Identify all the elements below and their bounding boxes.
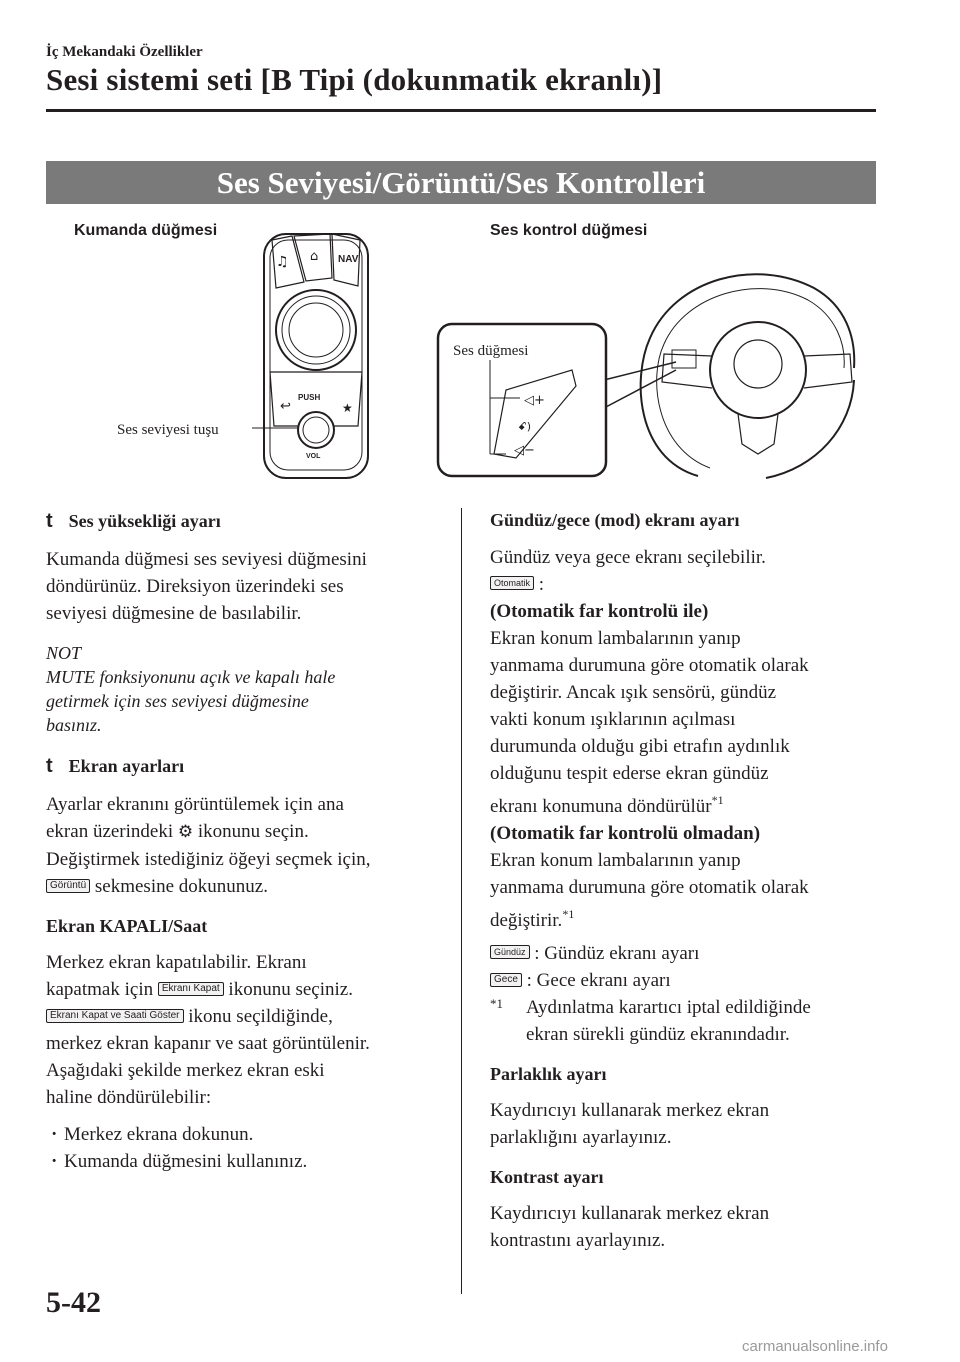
- screen-off-paragraph: [46, 949, 446, 1175]
- audio-control-label: Ses kontrol düğmesi: [490, 222, 648, 239]
- text-line: Gündüz veya gece ekranı seçilebilir.: [490, 547, 766, 568]
- section-banner: Ses Seviyesi/Görüntü/Ses Kontrolleri: [46, 161, 876, 204]
- text-span: :: [538, 574, 545, 595]
- goruntu-tab-button[interactable]: Görüntü: [46, 879, 90, 893]
- text-span: sekmesine dokununuz.: [94, 876, 268, 897]
- favorite-icon: ★: [342, 401, 353, 415]
- footer-watermark: carmanualsonline.info: [742, 1338, 888, 1355]
- text-span: ekran üzerindeki: [46, 821, 174, 842]
- text-line: [490, 940, 880, 967]
- text-line: Ekran konum lambalarının yanıp: [490, 628, 741, 649]
- night-mode-button[interactable]: Gece: [490, 973, 522, 987]
- screen-off-heading: Ekran KAPALI/Saat: [46, 916, 208, 936]
- left-column: [46, 510, 446, 1175]
- text-line: [490, 967, 880, 994]
- text-line: merkez ekran kapanır ve saat görüntülenir.: [46, 1033, 370, 1054]
- volume-heading-row: [46, 510, 446, 533]
- text-span: kapatmak için: [46, 979, 154, 1000]
- text-line: Kaydırıcıyı kullanarak merkez ekran: [490, 1100, 770, 1121]
- text-span: ekranı konumuna döndürülür: [490, 796, 712, 817]
- text-line: vakti konum ışıklarının açılması: [490, 709, 736, 730]
- breadcrumb: İç Mekandaki Özellikler: [46, 44, 203, 60]
- bullet-marker: t: [46, 755, 53, 777]
- day-mode-button[interactable]: Gündüz: [490, 945, 530, 959]
- text-line: Ekran konum lambalarının yanıp: [490, 850, 741, 871]
- footnote-ref: *1: [711, 793, 724, 807]
- text-line: seviyesi düğmesine de basılabilir.: [46, 603, 302, 624]
- text-line: parlaklığını ayarlayınız.: [490, 1127, 672, 1148]
- display-paragraph: [46, 791, 446, 900]
- push-label: PUSH: [298, 393, 321, 402]
- voice-icon: ꗃ): [518, 420, 532, 433]
- text-line: durumunda olduğu gibi etrafın aydınlık: [490, 736, 790, 757]
- vol-label: VOL: [306, 453, 321, 460]
- subheading: (Otomatik far kontrolü olmadan): [490, 823, 761, 844]
- text-line: yanmama durumuna göre otomatik olarak: [490, 655, 809, 676]
- auto-mode-button[interactable]: Otomatik: [490, 576, 534, 590]
- text-line: [490, 901, 880, 934]
- screen-off-clock-button[interactable]: Ekranı Kapat ve Saati Göster: [46, 1009, 184, 1023]
- text-line: döndürünüz. Direksiyon üzerindeki ses: [46, 576, 344, 597]
- list-item: · Merkez ekrana dokunun.: [46, 1121, 446, 1148]
- volume-down-icon: ◁−: [514, 443, 535, 458]
- volume-heading: Ses yüksekliği ayarı: [68, 511, 221, 531]
- page-number: 5-42: [46, 1286, 101, 1319]
- right-column: [490, 510, 880, 1254]
- text-span: ikonu seçildiğinde,: [188, 1006, 333, 1027]
- subheading: (Otomatik far kontrolü ile): [490, 601, 709, 622]
- list-item: · Kumanda düğmesini kullanınız.: [46, 1148, 446, 1175]
- back-icon: ↩: [280, 399, 291, 414]
- volume-switch-label: Ses düğmesi: [453, 343, 529, 359]
- text-span: : Gündüz ekranı ayarı: [534, 943, 700, 964]
- text-line: kontrastını ayarlayınız.: [490, 1230, 666, 1251]
- commander-knob-illustration: [248, 226, 378, 482]
- text-line: Merkez ekran kapatılabilir. Ekranı: [46, 952, 307, 973]
- text-line: [46, 873, 446, 900]
- commander-label: Kumanda düğmesi: [74, 222, 218, 239]
- text-line: Kumanda düğmesi ses seviyesi düğmesini: [46, 549, 367, 570]
- footnote-ref: *1: [562, 907, 575, 921]
- text-line: Değiştirmek istediğiniz öğeyi seçmek için,: [46, 849, 371, 870]
- text-line: ekran sürekli gündüz ekranındadır.: [526, 1024, 790, 1045]
- steering-wheel-illustration: [436, 258, 858, 480]
- daynight-paragraph: [490, 544, 880, 1048]
- note-block: [46, 641, 446, 737]
- text-line: [490, 571, 880, 598]
- text-line: [46, 976, 446, 1003]
- text-line: [46, 818, 446, 846]
- gear-icon[interactable]: ⚙: [177, 822, 194, 842]
- text-line: Ayarlar ekranını görüntülemek için ana: [46, 794, 344, 815]
- daynight-heading: Gündüz/gece (mod) ekranı ayarı: [490, 510, 740, 530]
- text-line: Aşağıdaki şekilde merkez ekran eski: [46, 1060, 325, 1081]
- text-line: olduğunu tespit ederse ekran gündüz: [490, 763, 769, 784]
- note-line: basınız.: [46, 715, 102, 735]
- text-span: : Gece ekranı ayarı: [526, 970, 671, 991]
- brightness-heading: Parlaklık ayarı: [490, 1064, 607, 1084]
- home-icon: ⌂: [310, 249, 319, 264]
- footnote-label: *1: [490, 996, 503, 1011]
- text-line: Aydınlatma karartıcı iptal edildiğinde: [526, 997, 811, 1018]
- volume-up-icon: ◁+: [524, 393, 545, 408]
- display-heading-row: [46, 755, 446, 778]
- note-line: MUTE fonksiyonunu açık ve kapalı hale: [46, 667, 336, 687]
- brightness-paragraph: [490, 1097, 880, 1151]
- text-span: değiştirir.: [490, 910, 563, 931]
- music-icon: ♫: [276, 254, 289, 270]
- text-line: değiştirir. Ancak ışık sensörü, gündüz: [490, 682, 777, 703]
- nav-button-label: NAV: [338, 254, 359, 265]
- footnote: [490, 994, 880, 1048]
- contrast-paragraph: [490, 1200, 880, 1254]
- text-line: [490, 787, 880, 820]
- note-title: NOT: [46, 643, 82, 663]
- text-line: [46, 1003, 446, 1030]
- display-heading: Ekran ayarları: [68, 756, 185, 776]
- bullet-marker: t: [46, 510, 53, 532]
- volume-paragraph: [46, 546, 446, 627]
- restore-list: [46, 1121, 446, 1175]
- text-line: haline döndürülebilir:: [46, 1087, 212, 1108]
- column-divider: [461, 508, 462, 1294]
- screen-off-button[interactable]: Ekranı Kapat: [158, 982, 224, 996]
- note-line: getirmek için ses seviyesi düğmesine: [46, 691, 309, 711]
- text-span: ikonunu seçin.: [197, 821, 309, 842]
- text-line: yanmama durumuna göre otomatik olarak: [490, 877, 809, 898]
- page-title: Sesi sistemi seti [B Tipi (dokunmatik ekranlı)]: [46, 62, 663, 97]
- title-rule: [46, 109, 876, 112]
- contrast-heading: Kontrast ayarı: [490, 1167, 604, 1187]
- text-line: Kaydırıcıyı kullanarak merkez ekran: [490, 1203, 770, 1224]
- volume-knob-label: Ses seviyesi tuşu: [117, 422, 219, 438]
- text-span: ikonunu seçiniz.: [228, 979, 353, 1000]
